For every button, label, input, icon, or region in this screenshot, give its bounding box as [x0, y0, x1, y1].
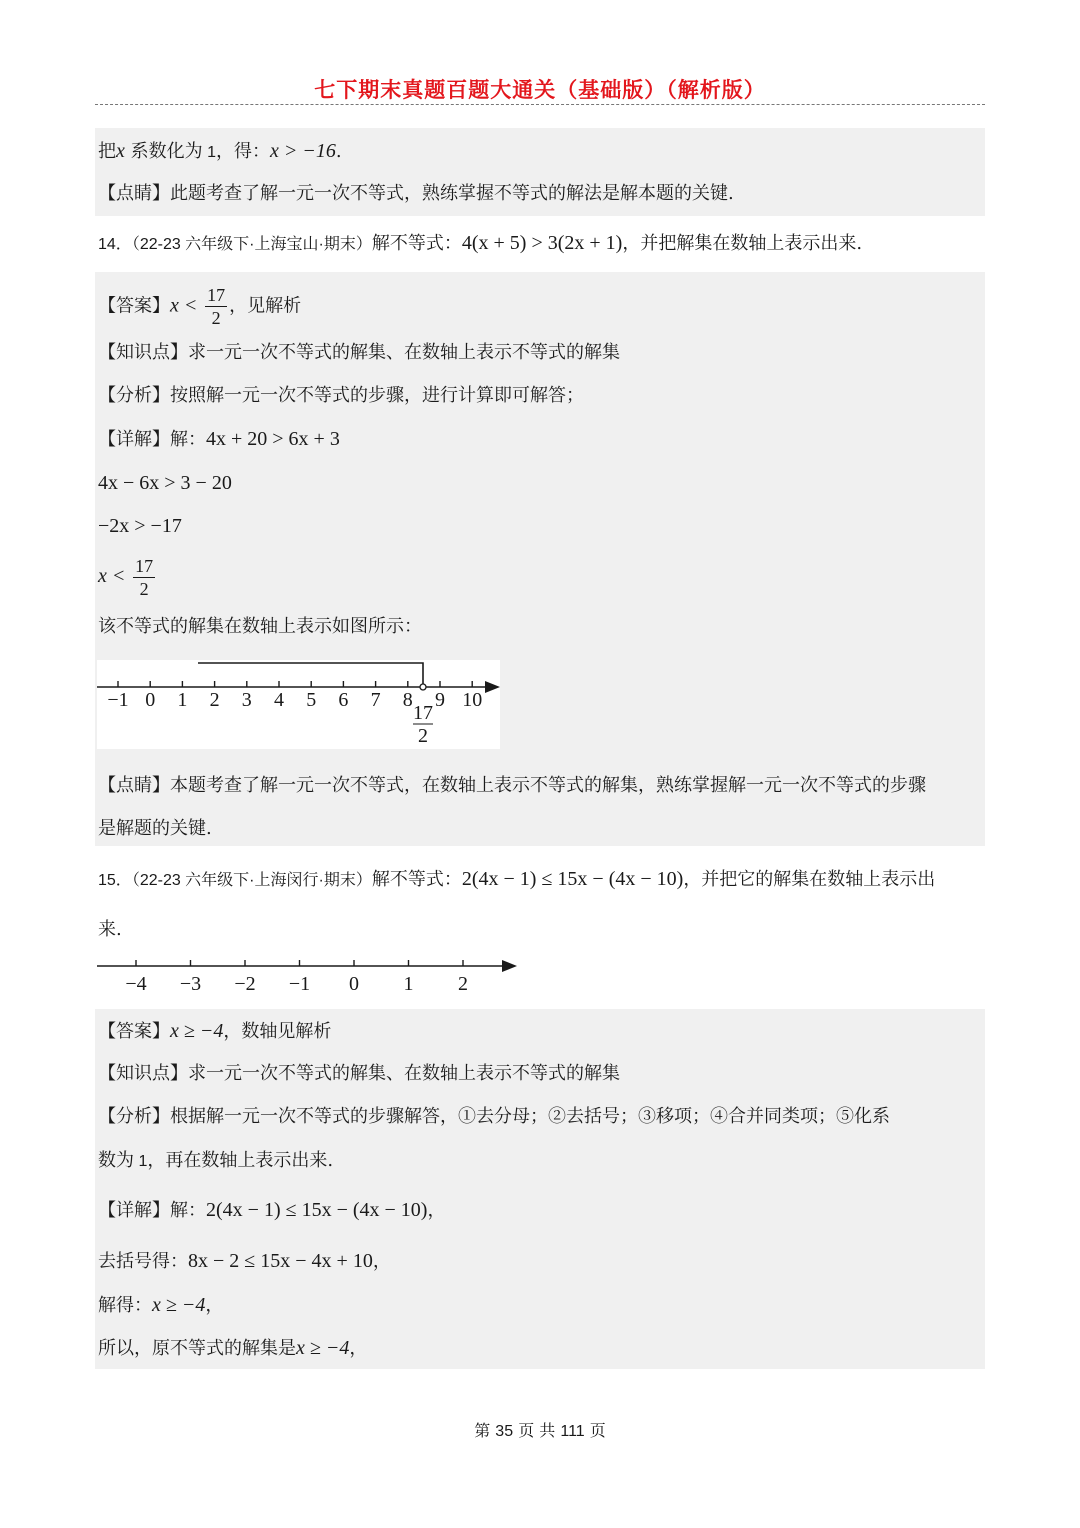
tick-label: 7 [370, 689, 381, 711]
question-14: 14．（22-23 六年级下·上海宝山·期末）解不等式：4(x + 5) > 3(2x + 1)，并把解集在数轴上表示出来. [98, 232, 863, 254]
analysis-line: 【分析】根据解一元一次不等式的步骤解答，①去分母；②去括号；③移项；④合并同类项；⑤化系 [98, 1106, 890, 1127]
number-line-solution-14 [97, 660, 500, 749]
knowledge-line: 【知识点】求一元一次不等式的解集、在数轴上表示不等式的解集 [98, 1063, 620, 1084]
tick-label: 10 [462, 689, 483, 711]
tick-label: −4 [125, 973, 147, 995]
mark-numerator: 17 [413, 702, 433, 724]
number-line-question-15 [97, 952, 522, 997]
solution-step: 4x − 6x > 3 − 20 [98, 472, 232, 494]
detail-line: 【详解】解：2(4x − 1) ≤ 15x − (4x − 10)， [98, 1199, 446, 1221]
tick-label: 3 [241, 689, 252, 711]
document-title: 七下期末真题百题大通关（基础版）（解析版） [314, 77, 766, 102]
tick-label: 5 [306, 689, 317, 711]
tick-label: 6 [338, 689, 349, 711]
tick-label: 0 [145, 689, 156, 711]
question-source: （22-23 六年级下·上海宝山·期末） [131, 236, 372, 253]
comment-line: 是解题的关键. [98, 818, 212, 839]
answer-line: 【答案】x < $\frac{17}{2}$ ，见解析 [98, 285, 302, 328]
page-footer: 第 35 页 共 111 页 [474, 1421, 606, 1440]
page-number: 35 [495, 1423, 514, 1440]
comment-line: 【点睛】此题考查了解一元一次不等式，熟练掌握不等式的解法是解本题的关键. [98, 183, 734, 204]
tick-label: 4 [274, 689, 284, 711]
number-line-figure [97, 952, 522, 997]
question-source: （22-23 六年级下·上海闵行·期末） [131, 872, 372, 889]
solution-step: 解得：x ≥ −4， [98, 1294, 224, 1316]
tick-label: 1 [403, 973, 414, 995]
tick-label: −1 [107, 689, 129, 711]
detail-line: 【详解】解：4x + 20 > 6x + 3 [98, 428, 340, 450]
fraction: $\frac{17}{2}$ [135, 555, 154, 599]
tick-label: −2 [234, 973, 256, 995]
analysis-line: 【分析】按照解一元一次不等式的步骤，进行计算即可解答； [98, 385, 584, 406]
tick-label: −1 [288, 973, 311, 995]
coefficient-step: 把x 系数化为 1，得：x > −16. [98, 140, 342, 162]
question-number: 14． [98, 236, 132, 253]
comment-line: 【点睛】本题考查了解一元一次不等式，在数轴上表示不等式的解集，熟练掌握解一元一次不等式的步骤 [98, 775, 926, 796]
question-number: 15． [98, 872, 132, 889]
page-header [95, 74, 985, 105]
fraction: $\frac{17}{2}$ [207, 285, 226, 328]
question-15-continued: 来. [98, 919, 122, 940]
solution-step: 去括号得：8x − 2 ≤ 15x − 4x + 10， [98, 1250, 391, 1272]
tick-label: 2 [209, 689, 220, 711]
analysis-line: 数为 1，再在数轴上表示出来. [98, 1150, 334, 1171]
tick-label: 2 [458, 973, 468, 995]
inequality: 4(x + 5) > 3(2x + 1) [461, 232, 623, 254]
solution-step: x < $\frac{17}{2}$ [98, 555, 154, 599]
solution-step: 所以，原不等式的解集是x ≥ −4， [98, 1337, 368, 1359]
mark-denominator: 2 [418, 725, 428, 747]
tick-label: 0 [349, 973, 359, 995]
figure-caption: 该不等式的解集在数轴上表示如图所示： [98, 616, 422, 637]
solution-step: −2x > −17 [98, 515, 182, 537]
tick-label: 8 [402, 689, 413, 711]
tick-label: 9 [435, 689, 445, 711]
total-pages: 111 [560, 1423, 585, 1440]
tick-label: 1 [177, 689, 188, 711]
tick-label: −3 [179, 973, 202, 995]
answer-line: 【答案】x ≥ −4，数轴见解析 [98, 1020, 332, 1042]
number-line-figure [97, 660, 500, 749]
question-15: 15．（22-23 六年级下·上海闵行·期末）解不等式：2(4x − 1) ≤ 15x − (4x − 10)，并把它的解集在数轴上表示出 [98, 868, 936, 890]
knowledge-line: 【知识点】求一元一次不等式的解集、在数轴上表示不等式的解集 [98, 342, 620, 363]
inequality: 2(4x − 1) ≤ 15x − (4x − 10) [461, 868, 684, 890]
